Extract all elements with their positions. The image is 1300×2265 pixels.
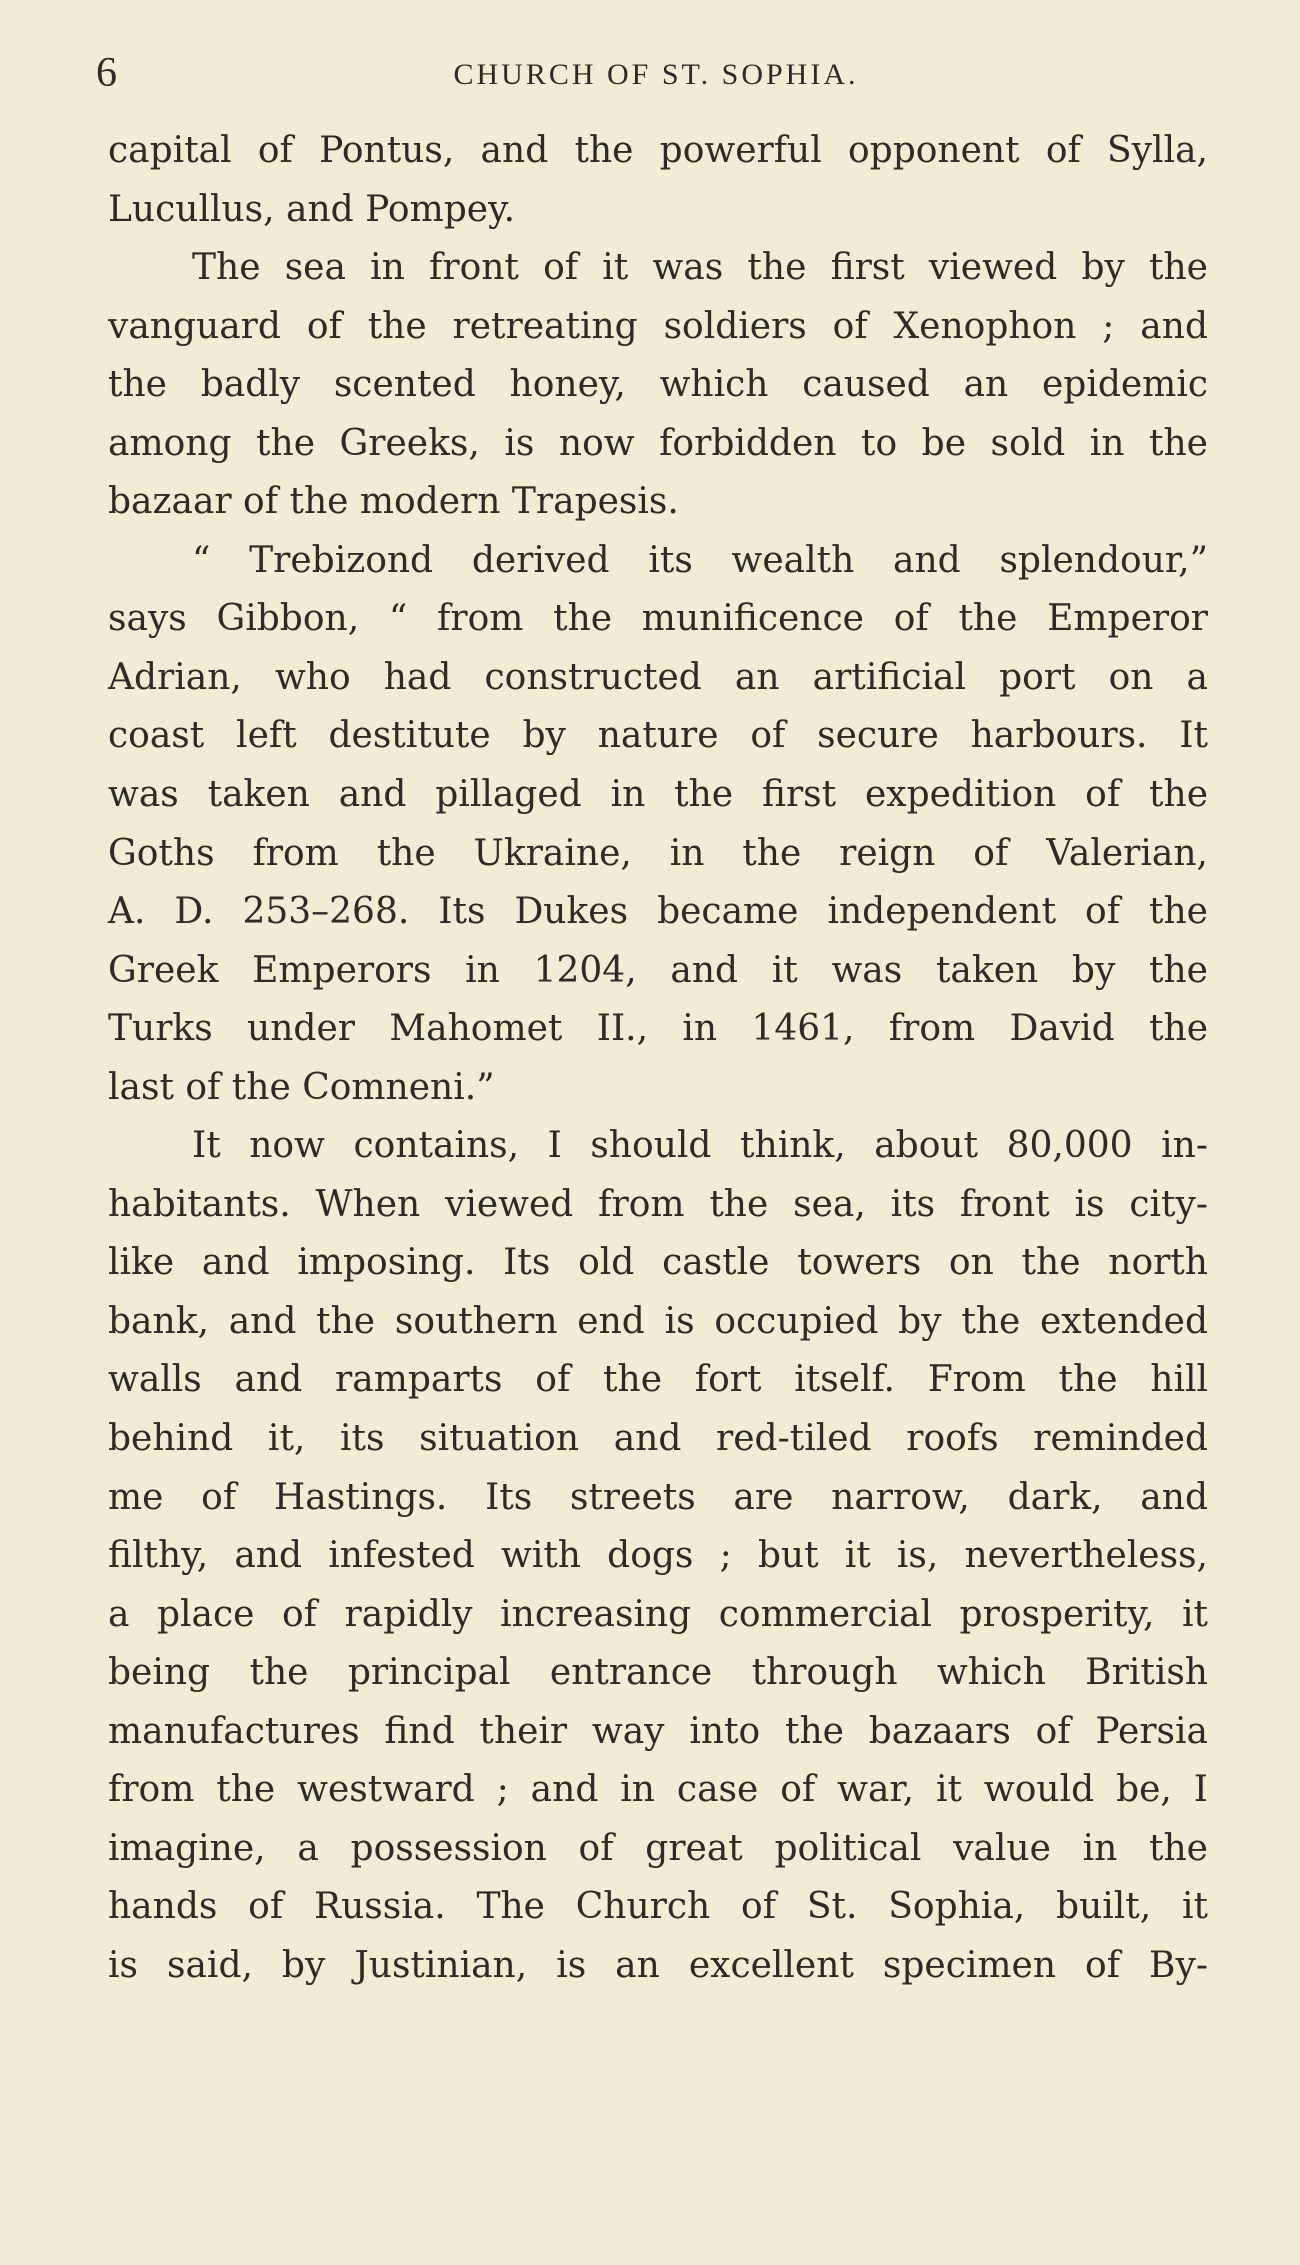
text-line: says Gibbon, “ from the munificence of the Emperor <box>108 598 1208 640</box>
text-line: capital of Pontus, and the powerful opponent of Sylla, <box>108 130 1208 171</box>
text-line: among the Greeks, is now forbidden to be sold in the <box>108 422 1208 464</box>
text-line: bazaar of the modern Trapesis. <box>108 481 679 523</box>
page-number: 6 <box>96 50 117 96</box>
text-line: imagine, a possession of great political value in the <box>108 1827 1208 1869</box>
text-line: Greek Emperors in 1204, and it was taken by the <box>108 949 1208 991</box>
text-line: vanguard of the retreating soldiers of Xenophon ; and <box>108 305 1208 347</box>
text-line: Turks under Mahomet II., in 1461, from David the <box>108 1008 1208 1050</box>
text-line: like and imposing. Its old castle towers on the north <box>108 1242 1208 1284</box>
text-line: being the principal entrance through which British <box>108 1652 1208 1694</box>
text-line: Goths from the Ukraine, in the reign of Valerian, <box>108 832 1208 874</box>
text-line: The sea in front of it was the first viewed by the <box>192 247 1208 289</box>
text-line: is said, by Justinian, is an excellent specimen of By- <box>108 1944 1208 1986</box>
text-line: a place of rapidly increasing commercial prosperity, it <box>108 1593 1208 1635</box>
text-line: coast left destitute by nature of secure harbours. It <box>108 715 1208 757</box>
text-line: the badly scented honey, which caused an epidemic <box>108 364 1208 406</box>
text-line: habitants. When viewed from the sea, its front is city- <box>108 1183 1208 1225</box>
text-line: manufactures find their way into the bazaars of Persia <box>108 1710 1208 1752</box>
text-line: from the westward ; and in case of war, it would be, I <box>108 1769 1208 1811</box>
body-text <box>108 122 1208 1996</box>
text-line: Lucullus, and Pompey. <box>108 188 516 230</box>
text-line: bank, and the southern end is occupied by the extended <box>108 1300 1208 1342</box>
running-title: CHURCH OF ST. SOPHIA. <box>453 58 859 91</box>
text-line: “ Trebizond derived its wealth and splendour,” <box>192 539 1208 581</box>
text-line: Adrian, who had constructed an artificial port on a <box>108 656 1208 698</box>
text-line: behind it, its situation and red-tiled roofs reminded <box>108 1418 1208 1460</box>
text-line: last of the Comneni.” <box>108 1066 495 1108</box>
text-line: filthy, and infested with dogs ; but it is, nevertheless, <box>108 1535 1208 1577</box>
text-line: A. D. 253–268. Its Dukes became independent of the <box>108 891 1208 933</box>
text-line: me of Hastings. Its streets are narrow, dark, and <box>108 1476 1208 1518</box>
text-line: was taken and pillaged in the first expedition of the <box>108 774 1208 816</box>
text-line: walls and ramparts of the fort itself. From the hill <box>108 1359 1208 1401</box>
text-line: hands of Russia. The Church of St. Sophia, built, it <box>108 1886 1208 1928</box>
text-line: It now contains, I should think, about 80,000 in- <box>192 1125 1208 1167</box>
running-head <box>96 48 1216 98</box>
